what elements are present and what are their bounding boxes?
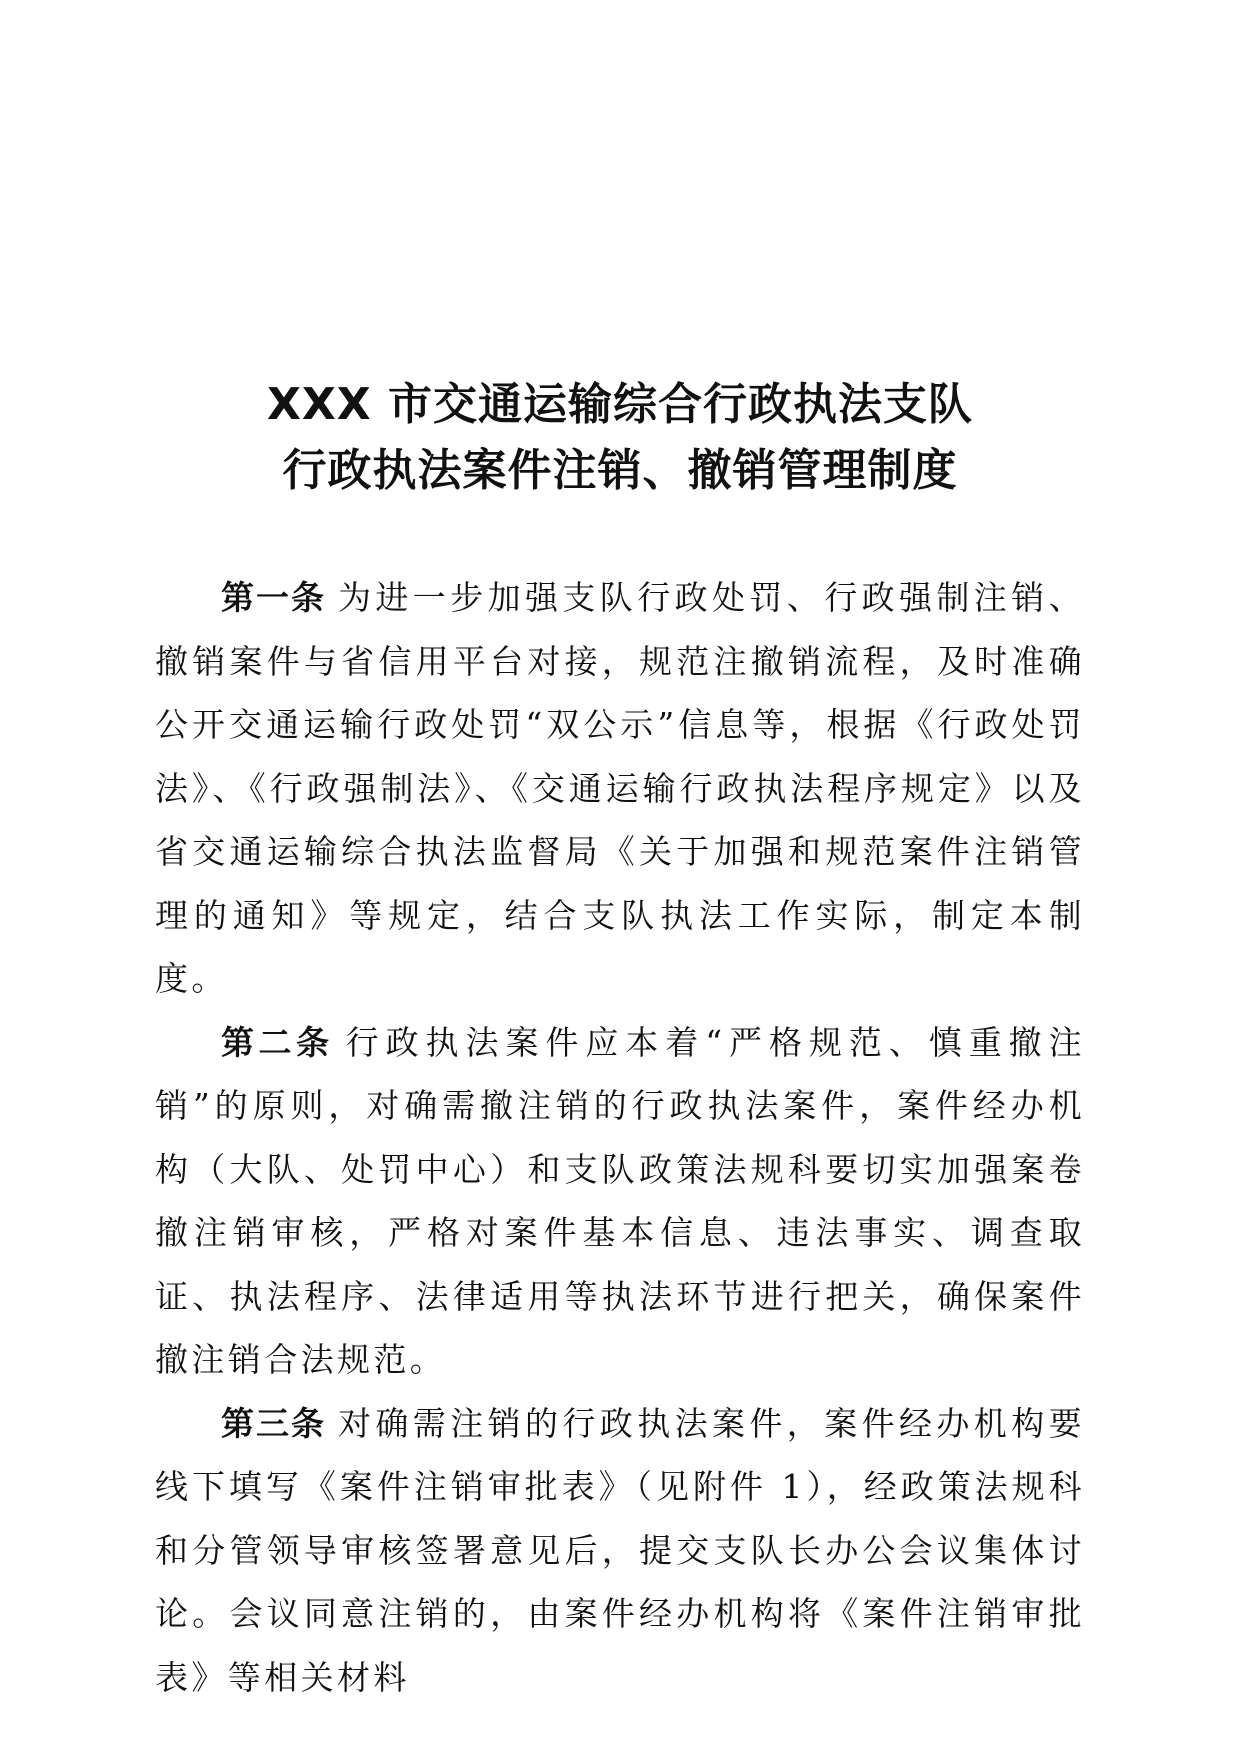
article-2-number: 第二条: [221, 1022, 334, 1062]
title-line-1: XXX 市交通运输综合行政执法支队: [266, 379, 974, 430]
article-2: [155, 1011, 1085, 1392]
article-1-number: 第一条: [221, 578, 326, 617]
title-line-2: 行政执法案件注销、撤销管理制度: [282, 445, 958, 496]
document-title: [150, 372, 1090, 504]
document-body: [155, 566, 1085, 1697]
article-3: [155, 1392, 1085, 1697]
article-1-text: 为进一步加强支队行政处罚、行政强制注销、撤销案件与省信用平台对接，规范注撤销流程，及时准确公开交通运输行政处罚“双公示”信息等，根据《行政处罚法》、《行政强制法》、《交通运输行政执法程序规定》以及省交通运输综合执法监督局《关于加强和规范案件注销管理的通知》等规定，结合支队执法工作实际，制定本制度。: [155, 578, 1085, 998]
article-1: [155, 566, 1085, 1011]
article-2-text: 行政执法案件应本着“严格规范、慎重撤注销”的原则，对确需撤注销的行政执法案件，案件经办机构（大队、处罚中心）和支队政策法规科要切实加强案卷撤注销审核，严格对案件基本信息、违法事实、调查取证、执法程序、法律适用等执法环节进行把关，确保案件撤注销合法规范。: [155, 1022, 1085, 1379]
article-3-text: 对确需注销的行政执法案件，案件经办机构要线下填写《案件注销审批表》（见附件 1），经政策法规科和分管领导审核签署意见后，提交支队长办公会议集体讨论。会议同意注销的，由案件经办机构将《案件注销审批表》等相关材料: [155, 1403, 1085, 1697]
article-3-number: 第三条: [221, 1403, 326, 1443]
